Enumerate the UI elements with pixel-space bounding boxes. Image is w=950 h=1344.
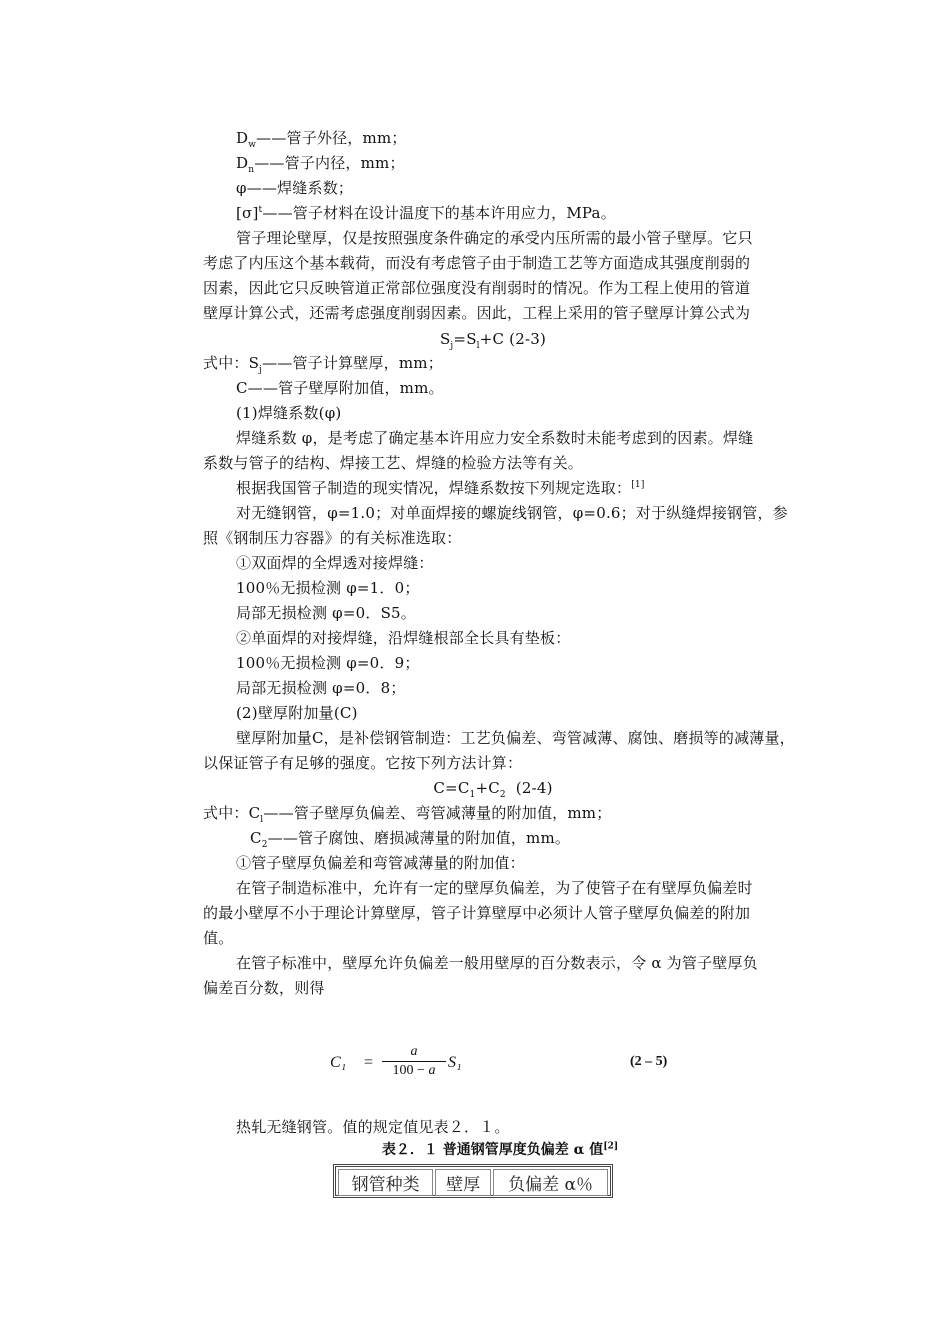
- var-def-sigma: $[\sigma]^t——$管子材料在设计温度下的基本许用应力，MPa。: [236, 204, 616, 222]
- paragraph-line: 系数与管子的结构、焊接工艺、焊缝的检验方法等有关。: [203, 454, 584, 472]
- var-def-dw: $D_w——$管子外径，mm；: [236, 129, 407, 150]
- formula-numerator: a: [382, 1044, 446, 1062]
- formula-s1: S₁: [448, 1054, 462, 1071]
- equation-2-4: $C=C_1+C_2$ (2-4): [433, 779, 553, 800]
- formula-denominator: 100 − a: [392, 1063, 436, 1078]
- paragraph-line: 在管子制造标准中，允许有一定的壁厚负偏差，为了使管子在有壁厚负偏差时: [236, 879, 753, 897]
- paragraph-line: 的最小壁厚不小于理论计算壁厚，管子计算壁厚中必须计人管子壁厚负偏差的附加: [203, 904, 751, 922]
- list-item: ①管子壁厚负偏差和弯管减薄量的附加值：: [236, 854, 525, 872]
- formula-fraction: [382, 1044, 446, 1080]
- paragraph-line: 在管子标准中，壁厚允许负偏差一般用壁厚的百分数表示，令 α 为管子壁厚负: [236, 954, 758, 972]
- where-c1: 式中：$C_l——$管子壁厚负偏差、弯管减薄量的附加值，mm；: [203, 804, 612, 825]
- paragraph-line: 对无缝钢管，φ=1.0；对单面焊接的螺旋线钢管，φ=0.6；对于纵缝焊接钢管，参: [236, 504, 788, 522]
- equation-2-3: $S_j=S_l+C$ (2-3): [439, 330, 547, 351]
- citation-ref: [2]: [603, 1141, 619, 1152]
- equation-2-5: [330, 1044, 690, 1084]
- table-header-cell: 负偏差 α％: [493, 1169, 608, 1196]
- where-sj: 式中：$S_j——$管子计算壁厚，mm；: [203, 354, 443, 375]
- section-heading: (2)壁厚附加量(C): [236, 704, 358, 722]
- paragraph-line: 管子理论壁厚，仅是按照强度条件确定的承受内压所需的最小管子壁厚。它只: [236, 229, 753, 247]
- list-item: 局部无损检测 φ=0．8；: [236, 679, 406, 697]
- paragraph-line: 值。: [203, 929, 234, 947]
- paragraph-line: 壁厚计算公式，还需考虑强度削弱因素。因此，工程上采用的管子壁厚计算公式为: [203, 304, 751, 322]
- list-item: 100％无损检测 φ=1．0；: [236, 579, 420, 597]
- paragraph-line: 焊缝系数 φ，是考虑了确定基本许用应力安全系数时未能考虑到的因素。焊缝: [236, 429, 754, 447]
- formula-number: (2 – 5): [630, 1054, 668, 1069]
- paragraph-line: 壁厚附加量C，是补偿钢管制造：工艺负偏差、弯管减薄、腐蚀、磨损等的减薄量，: [236, 729, 795, 747]
- paragraph-line: 热轧无缝钢管。值的规定值见表２．１。: [236, 1118, 510, 1136]
- table-header-row: [338, 1169, 608, 1196]
- paragraph-line: 照《钢制压力容器》的有关标准选取：: [203, 529, 462, 547]
- formula-lhs: C₁: [330, 1054, 347, 1071]
- list-item: 局部无损检测 φ=0．S5。: [236, 604, 417, 622]
- var-def-phi: φ——焊缝系数；: [236, 179, 354, 197]
- paragraph-line: 根据我国管子制造的现实情况，焊缝系数按下列规定选取：[1]: [236, 479, 645, 497]
- table-header-cell: 钢管种类: [338, 1169, 433, 1196]
- list-item: 100％无损检测 φ=0．9；: [236, 654, 420, 672]
- table-caption: 表２．１ 普通钢管厚度负偏差 α 值[2]: [381, 1141, 619, 1158]
- paragraph-line: 以保证管子有足够的强度。它按下列方法计算：: [203, 754, 523, 772]
- list-item: ①双面焊的全焊透对接焊缝：: [236, 554, 434, 572]
- var-def-dn: $D_n——$管子内径，mm；: [236, 154, 405, 175]
- table-header-cell: 壁厚: [435, 1169, 491, 1196]
- where-c: C——管子壁厚附加值，mm。: [236, 379, 444, 397]
- section-heading: (1)焊缝系数(φ): [236, 404, 342, 422]
- paragraph-line: 考虑了内压这个基本载荷，而没有考虑管子由于制造工艺等方面造成其强度削弱的: [203, 254, 751, 272]
- paragraph-line: 因素，因此它只反映管道正常部位强度没有削弱时的情况。作为工程上使用的管道: [203, 279, 751, 297]
- formula-equals: =: [364, 1054, 374, 1071]
- citation-ref: [1]: [631, 480, 645, 490]
- paragraph-line: 偏差百分数，则得: [203, 979, 325, 997]
- list-item: ②单面焊的对接焊缝，沿焊缝根部全长具有垫板：: [236, 629, 571, 647]
- deviation-table: [333, 1164, 613, 1198]
- where-c2: $C_2——$管子腐蚀、磨损减薄量的附加值，mm。: [250, 829, 571, 850]
